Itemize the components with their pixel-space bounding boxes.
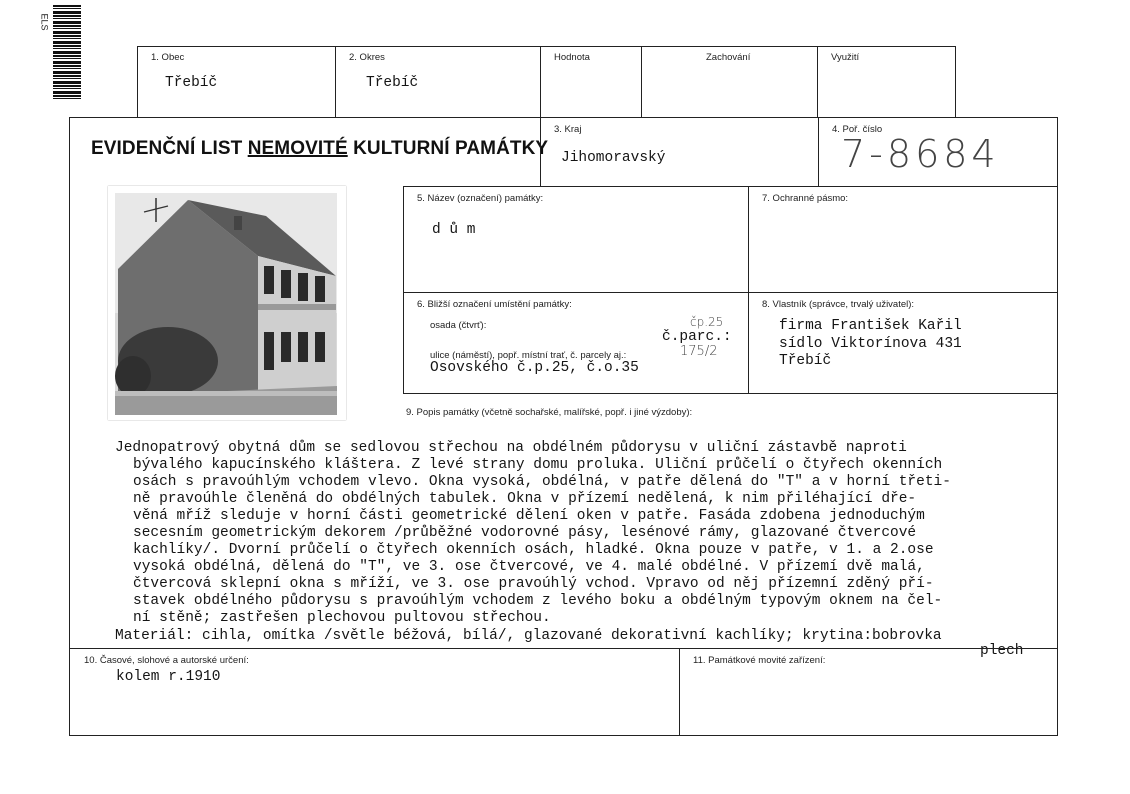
parc-value: 175/2 [680,344,718,359]
vlastnik-line-3: Třebíč [779,353,832,369]
popis-line: bývalého kapucínského kláštera. Z levé strany domu proluka. Uliční průčelí o čtyřech okenních [133,457,943,473]
kraj-label: 3. Kraj [554,124,582,135]
vlastnik-line-1: firma František Kařil [779,318,962,334]
ochranne-field [748,186,1058,293]
popis-line: čtvercová sklepní okna s mříží, ve 3. ose pravoúhlý vchod. Vpravo od něj přízemní zděný pří- [133,576,934,592]
popis-line: kachlíky/. Dvorní průčelí o čtyřech okenních osách, hladké. Okna pouze v patře, v 1. a 2.ose [133,542,934,558]
title-underlined: NEMOVITÉ [247,138,348,159]
barcode [39,5,84,100]
por-cislo-field [818,117,1058,187]
obec-label: 1. Obec [151,52,185,63]
vlastnik-line-2: sídlo Viktorínova 431 [779,336,962,352]
hodnota-label: Hodnota [554,52,590,63]
osada-label: osada (čtvrť): [430,320,487,331]
parc-label: č.parc.: [662,329,732,345]
popis-line: ně pravoúhle členěná do obdélných tabulek. Okna v přízemí nedělená, k nim přiléhající dře- [133,491,917,507]
okres-value: Třebíč [366,75,419,91]
popis-line: Jednopatrový obytná dům se sedlovou střechou na obdélném půdorysu v uliční zástavbě naproti [115,440,907,456]
umisteni-label: 6. Bližší označení umístění památky: [417,299,572,310]
vlastnik-field [748,292,1058,394]
por-cislo-value: 7-8684 [841,132,1000,176]
zachovani-label: Zachování [706,52,751,63]
movite-label: 11. Památkové movité zařízení: [693,655,826,666]
building-photo-image [108,186,346,420]
kraj-field [540,117,819,187]
movite-field [679,648,1058,736]
obec-value: Třebíč [165,75,218,91]
ochranne-label: 7. Ochranné pásmo: [762,193,849,204]
barcode-code: ELS [39,13,50,31]
nazev-label: 5. Název (označení) památky: [417,193,544,204]
okres-field [335,46,541,118]
casove-value: kolem r.1910 [116,669,221,685]
popis-line: věná mříž sleduje v horní části geometrické dělení oken v patře. Fasáda zdobena jednoduchým [133,508,925,524]
vyuziti-field [817,46,956,118]
zachovani-field [641,46,818,118]
form-title [91,138,548,160]
nazev-field [403,186,749,293]
popis-line: ní stěně; zastřešen plechovou pultovou střechou. [133,610,551,626]
building-photo [108,186,346,420]
popis-line: osách s pravoúhlým vchodem vlevo. Okna vysoká, obdélná, v patře dělená do "T" a v horní třeti- [133,474,951,490]
vlastnik-label: 8. Vlastník (správce, trvalý uživatel): [762,299,915,310]
obec-field [137,46,336,118]
vyuziti-label: Využití [831,52,860,63]
title-pre: EVIDENČNÍ LIST [91,138,248,159]
barcode-bars [53,5,81,100]
material-continuation: plech [980,643,1024,659]
popis-line: stavek obdélného půdorysu s pravoúhlým vchodem z levého boku a obdélným typovým oknem na čel- [133,593,943,609]
ulice-label: ulice (náměstí), popř. místní trať, č. parcely aj.: [430,350,627,361]
popis-label: 9. Popis památky (včetně sochařské, malířské, popř. i jiné výzdoby): [406,407,693,418]
hodnota-field [540,46,642,118]
material-line: Materiál: cihla, omítka /světle béžová, bílá/, glazované dekorativní kachlíky; krytina:bobrovka [115,628,942,644]
casove-field [69,648,680,736]
title-post: KULTURNÍ PAMÁTKY [347,138,549,159]
cp-value: čp.25 [690,315,724,329]
por-cislo-label: 4. Poř. číslo [832,124,883,135]
umisteni-field [403,292,749,394]
kraj-value: Jihomoravský [561,150,666,166]
nazev-value: d ů m [432,222,476,238]
popis-line: secesním geometrickým dekorem /průběžné vodorovné pásy, lesénové rámy, glazované čtvercové [133,525,917,541]
ulice-value: Osovského č.p.25, č.o.35 [430,360,639,376]
casove-label: 10. Časové, slohové a autorské určení: [84,655,249,666]
popis-text [115,440,1060,645]
popis-line: vysoká obdélná, dělená do "T", ve 3. ose čtvercové, ve 4. malé obdélné. V přízemí dvě malá, [133,559,925,575]
okres-label: 2. Okres [349,52,385,63]
